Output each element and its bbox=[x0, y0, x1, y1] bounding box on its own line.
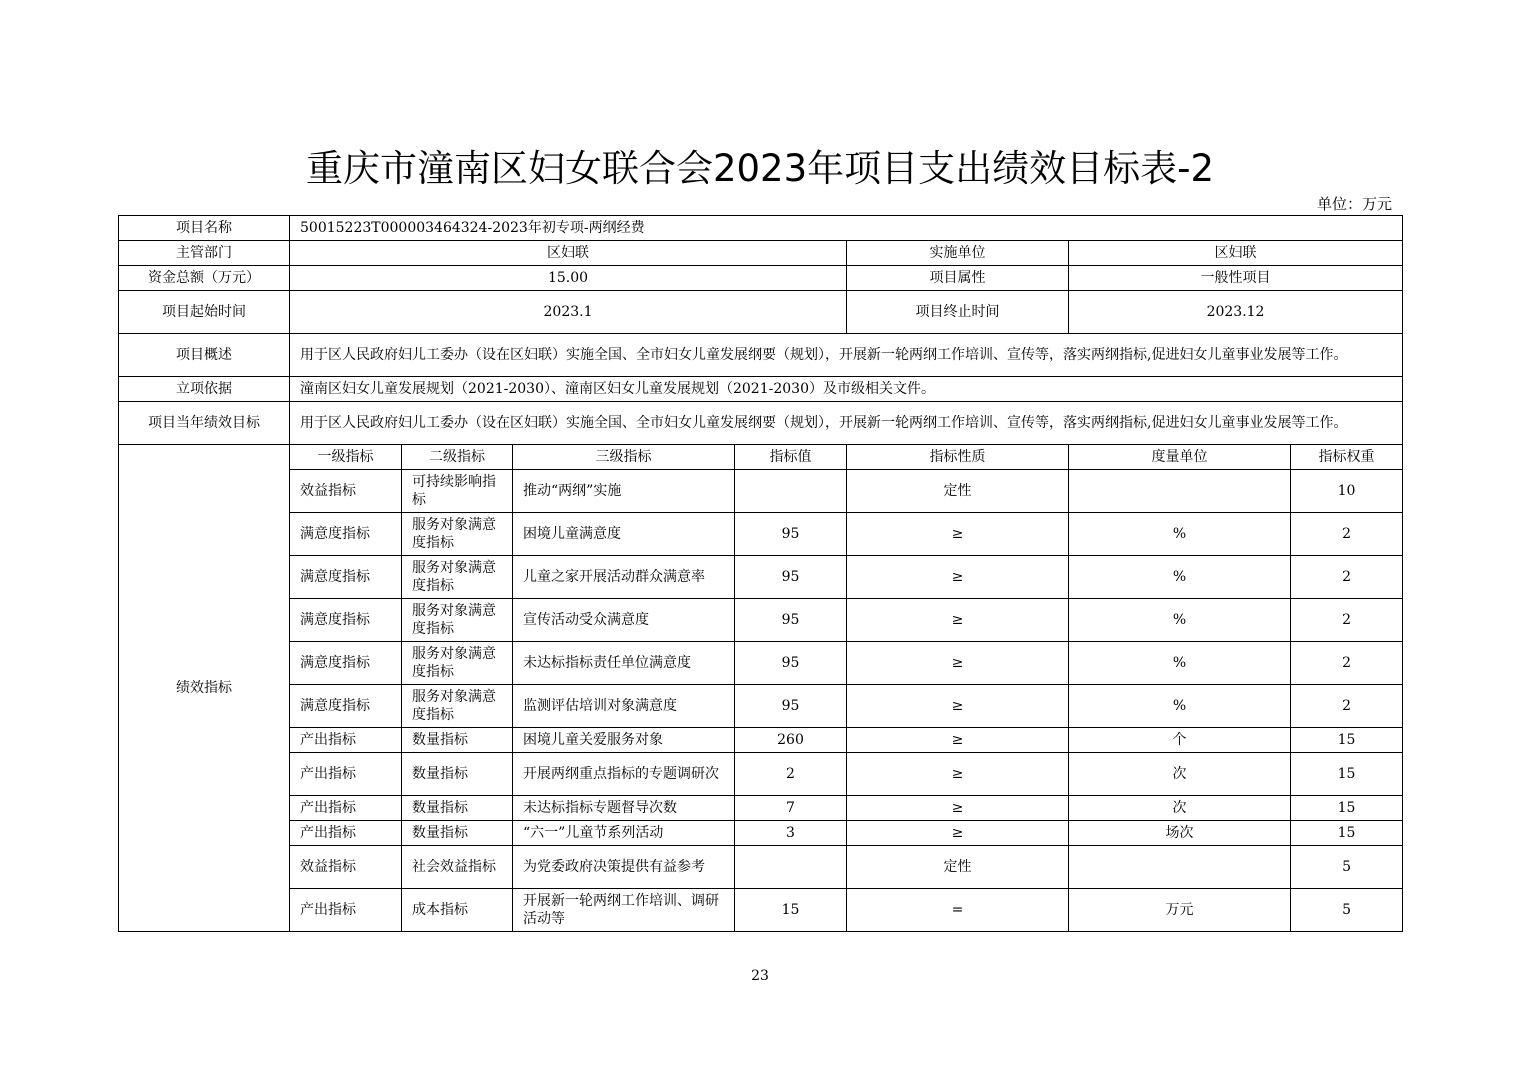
indicator-level1: 产出指标 bbox=[290, 796, 402, 821]
indicator-level3: “六一”儿童节系列活动 bbox=[513, 821, 735, 846]
indicator-unit: 场次 bbox=[1069, 821, 1291, 846]
indicator-level3: 未达标指标责任单位满意度 bbox=[513, 642, 735, 685]
overview-label: 项目概述 bbox=[119, 334, 290, 377]
project-name-value: 50015223T000003464324-2023年初专项-两纲经费 bbox=[290, 216, 1403, 241]
end-label: 项目终止时间 bbox=[847, 291, 1069, 334]
header-unit: 度量单位 bbox=[1069, 445, 1291, 470]
indicator-level2: 数量指标 bbox=[402, 796, 513, 821]
indicator-level3: 监测评估培训对象满意度 bbox=[513, 685, 735, 728]
indicator-weight: 2 bbox=[1291, 513, 1403, 556]
indicator-level2: 成本指标 bbox=[402, 889, 513, 932]
header-value: 指标值 bbox=[735, 445, 847, 470]
header-l3: 三级指标 bbox=[513, 445, 735, 470]
indicator-unit: % bbox=[1069, 556, 1291, 599]
fund-label: 资金总额（万元） bbox=[119, 266, 290, 291]
indicator-level3: 为党委政府决策提供有益参考 bbox=[513, 846, 735, 889]
table-row bbox=[119, 821, 1403, 846]
indicator-value: 95 bbox=[735, 556, 847, 599]
indicator-level1: 产出指标 bbox=[290, 889, 402, 932]
indicator-weight: 2 bbox=[1291, 685, 1403, 728]
indicator-level3: 困境儿童满意度 bbox=[513, 513, 735, 556]
table-row bbox=[119, 728, 1403, 753]
overview-value: 用于区人民政府妇儿工委办（设在区妇联）实施全国、全市妇女儿童发展纲要（规划），开展新一轮两纲工作培训、宣传等，落实两纲指标,促进妇女儿童事业发展等工作。 bbox=[290, 334, 1403, 377]
indicator-unit bbox=[1069, 846, 1291, 889]
dept-value: 区妇联 bbox=[290, 241, 847, 266]
indicator-weight: 15 bbox=[1291, 796, 1403, 821]
indicator-unit: % bbox=[1069, 513, 1291, 556]
indicators-section-label: 绩效指标 bbox=[119, 445, 290, 932]
indicator-level2: 服务对象满意度指标 bbox=[402, 513, 513, 556]
indicator-nature: ≥ bbox=[847, 728, 1069, 753]
indicator-nature: ≥ bbox=[847, 513, 1069, 556]
indicator-level3: 儿童之家开展活动群众满意率 bbox=[513, 556, 735, 599]
table-row bbox=[119, 889, 1403, 932]
indicator-nature: ≥ bbox=[847, 599, 1069, 642]
indicator-level1: 产出指标 bbox=[290, 728, 402, 753]
table-row bbox=[119, 642, 1403, 685]
indicator-unit: 次 bbox=[1069, 753, 1291, 796]
indicator-weight: 2 bbox=[1291, 642, 1403, 685]
indicator-level2: 可持续影响指标 bbox=[402, 470, 513, 513]
end-value: 2023.12 bbox=[1069, 291, 1403, 334]
project-name-label: 项目名称 bbox=[119, 216, 290, 241]
indicator-value: 7 bbox=[735, 796, 847, 821]
start-label: 项目起始时间 bbox=[119, 291, 290, 334]
indicator-level3: 推动“两纲”实施 bbox=[513, 470, 735, 513]
indicator-weight: 10 bbox=[1291, 470, 1403, 513]
indicator-nature: ≥ bbox=[847, 685, 1069, 728]
indicator-level3: 开展两纲重点指标的专题调研次 bbox=[513, 753, 735, 796]
header-l1: 一级指标 bbox=[290, 445, 402, 470]
indicator-weight: 5 bbox=[1291, 889, 1403, 932]
row-overview bbox=[119, 334, 1403, 377]
indicator-weight: 2 bbox=[1291, 599, 1403, 642]
indicator-value: 15 bbox=[735, 889, 847, 932]
table-row bbox=[119, 753, 1403, 796]
indicator-level1: 满意度指标 bbox=[290, 599, 402, 642]
table-row bbox=[119, 599, 1403, 642]
indicator-level3: 困境儿童关爱服务对象 bbox=[513, 728, 735, 753]
page-title: 重庆市潼南区妇女联合会2023年项目支出绩效目标表-2 bbox=[305, 147, 1215, 190]
header-nature: 指标性质 bbox=[847, 445, 1069, 470]
page-number: 23 bbox=[751, 968, 769, 984]
indicator-value: 95 bbox=[735, 599, 847, 642]
indicator-level1: 满意度指标 bbox=[290, 556, 402, 599]
goal-label: 项目当年绩效目标 bbox=[119, 402, 290, 445]
indicator-unit: 万元 bbox=[1069, 889, 1291, 932]
indicator-weight: 15 bbox=[1291, 753, 1403, 796]
indicator-nature: ≥ bbox=[847, 753, 1069, 796]
indicator-level1: 满意度指标 bbox=[290, 642, 402, 685]
indicator-level3: 开展新一轮两纲工作培训、调研活动等 bbox=[513, 889, 735, 932]
basis-value: 潼南区妇女儿童发展规划（2021-2030）、潼南区妇女儿童发展规划（2021-2030）及市级相关文件。 bbox=[290, 377, 1403, 402]
table-row bbox=[119, 846, 1403, 889]
indicator-level1: 满意度指标 bbox=[290, 685, 402, 728]
impl-value: 区妇联 bbox=[1069, 241, 1403, 266]
indicator-value bbox=[735, 470, 847, 513]
indicator-level2: 服务对象满意度指标 bbox=[402, 599, 513, 642]
attr-label: 项目属性 bbox=[847, 266, 1069, 291]
indicator-level2: 社会效益指标 bbox=[402, 846, 513, 889]
basis-label: 立项依据 bbox=[119, 377, 290, 402]
indicator-unit: % bbox=[1069, 599, 1291, 642]
impl-label: 实施单位 bbox=[847, 241, 1069, 266]
indicator-nature: 定性 bbox=[847, 470, 1069, 513]
unit-label: 单位：万元 bbox=[1316, 195, 1392, 213]
indicator-nature: ≥ bbox=[847, 821, 1069, 846]
fund-value: 15.00 bbox=[290, 266, 847, 291]
dept-label: 主管部门 bbox=[119, 241, 290, 266]
indicator-level2: 服务对象满意度指标 bbox=[402, 685, 513, 728]
table-row bbox=[119, 513, 1403, 556]
indicator-unit: 次 bbox=[1069, 796, 1291, 821]
indicator-value: 95 bbox=[735, 685, 847, 728]
indicator-value: 3 bbox=[735, 821, 847, 846]
indicator-nature: = bbox=[847, 889, 1069, 932]
goal-value: 用于区人民政府妇儿工委办（设在区妇联）实施全国、全市妇女儿童发展纲要（规划），开展新一轮两纲工作培训、宣传等，落实两纲指标,促进妇女儿童事业发展等工作。 bbox=[290, 402, 1403, 445]
indicator-unit: 个 bbox=[1069, 728, 1291, 753]
indicator-level1: 满意度指标 bbox=[290, 513, 402, 556]
indicator-level2: 服务对象满意度指标 bbox=[402, 556, 513, 599]
indicator-nature: ≥ bbox=[847, 556, 1069, 599]
indicator-level2: 数量指标 bbox=[402, 821, 513, 846]
start-value: 2023.1 bbox=[290, 291, 847, 334]
indicator-value: 260 bbox=[735, 728, 847, 753]
indicator-value: 2 bbox=[735, 753, 847, 796]
table-row bbox=[119, 556, 1403, 599]
indicator-value: 95 bbox=[735, 513, 847, 556]
indicator-weight: 15 bbox=[1291, 728, 1403, 753]
row-goal bbox=[119, 402, 1403, 445]
indicator-nature: 定性 bbox=[847, 846, 1069, 889]
indicator-header-row bbox=[119, 445, 1403, 470]
indicator-nature: ≥ bbox=[847, 796, 1069, 821]
header-l2: 二级指标 bbox=[402, 445, 513, 470]
indicator-level3: 未达标指标专题督导次数 bbox=[513, 796, 735, 821]
indicator-level1: 产出指标 bbox=[290, 821, 402, 846]
indicator-level1: 产出指标 bbox=[290, 753, 402, 796]
indicator-value bbox=[735, 846, 847, 889]
attr-value: 一般性项目 bbox=[1069, 266, 1403, 291]
header-weight: 指标权重 bbox=[1291, 445, 1403, 470]
indicator-level2: 数量指标 bbox=[402, 728, 513, 753]
row-basis bbox=[119, 377, 1403, 402]
row-project-name bbox=[119, 216, 1403, 241]
indicator-weight: 2 bbox=[1291, 556, 1403, 599]
indicator-level3: 宣传活动受众满意度 bbox=[513, 599, 735, 642]
indicator-level1: 效益指标 bbox=[290, 846, 402, 889]
indicator-nature: ≥ bbox=[847, 642, 1069, 685]
table-row bbox=[119, 470, 1403, 513]
indicator-level2: 服务对象满意度指标 bbox=[402, 642, 513, 685]
table-row bbox=[119, 685, 1403, 728]
performance-table bbox=[118, 215, 1403, 932]
indicator-level1: 效益指标 bbox=[290, 470, 402, 513]
row-fund bbox=[119, 266, 1403, 291]
indicator-weight: 5 bbox=[1291, 846, 1403, 889]
indicator-unit: % bbox=[1069, 685, 1291, 728]
row-period bbox=[119, 291, 1403, 334]
indicator-level2: 数量指标 bbox=[402, 753, 513, 796]
row-department bbox=[119, 241, 1403, 266]
indicator-value: 95 bbox=[735, 642, 847, 685]
table-row bbox=[119, 796, 1403, 821]
indicator-weight: 15 bbox=[1291, 821, 1403, 846]
indicator-unit bbox=[1069, 470, 1291, 513]
indicator-unit: % bbox=[1069, 642, 1291, 685]
